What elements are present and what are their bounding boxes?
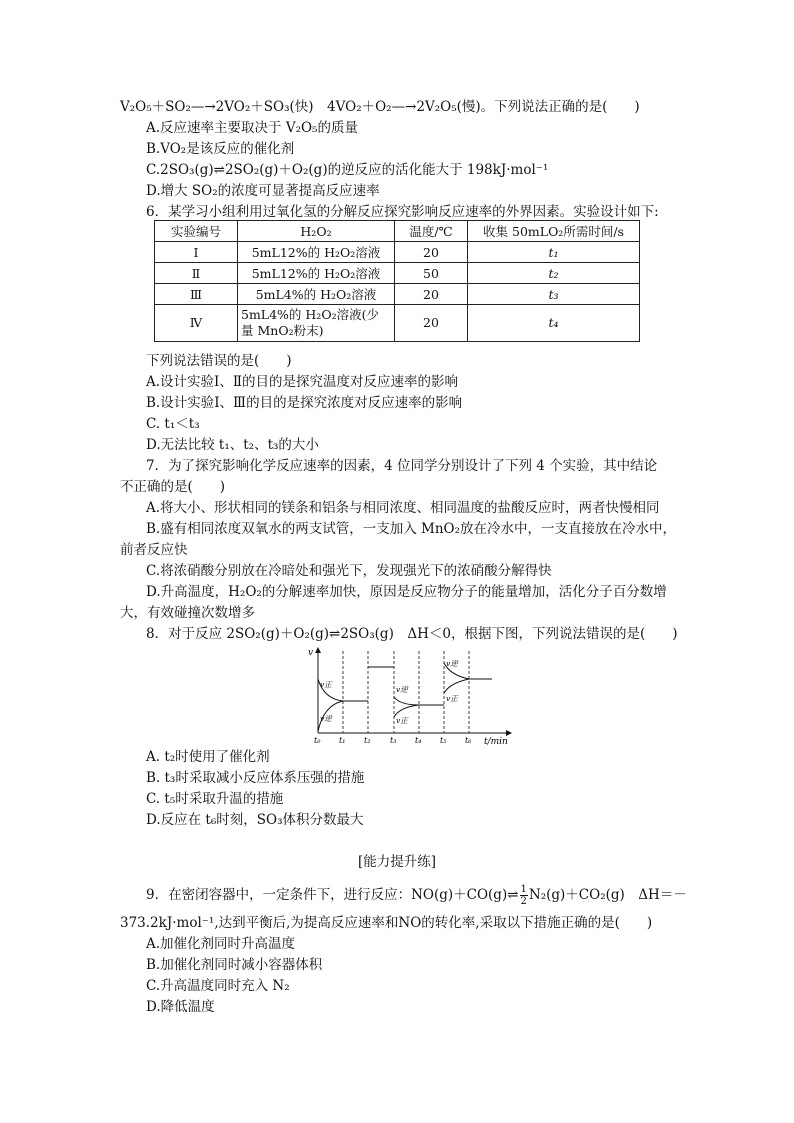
q8-option-a: A. t₂时使用了催化剂	[146, 749, 270, 765]
y-axis-arrow	[315, 647, 321, 653]
x-axis-arrow	[506, 730, 512, 736]
tick-label: t₂	[364, 736, 371, 745]
curve-label: v正	[446, 694, 458, 703]
q8-rate-time-graph	[300, 645, 522, 745]
curve-label: v逆	[396, 685, 408, 694]
table-row	[155, 242, 640, 263]
q6-stem: 6．某学习小组利用过氧化氢的分解反应探究影响反应速率的外界因素。实验设计如下:	[146, 204, 659, 220]
curve-label: v正	[320, 680, 332, 689]
table-header: 实验编号	[155, 221, 238, 242]
q7-option-b-line1: B.盛有相同浓度双氧水的两支试管，一支加入 MnO₂放在冷水中，一支直接放在冷水中，	[146, 521, 676, 537]
q8-option-b: B. t₃时采取减小反应体系压强的措施	[146, 770, 365, 786]
q5-option-d: D.增大 SO₂的浓度可显著提高反应速率	[146, 183, 380, 199]
curve-label: v逆	[320, 714, 332, 723]
q6-option-c: C. t₁＜t₃	[146, 416, 200, 432]
curve-v-reverse-t3	[394, 697, 419, 705]
q5-option-b: B.VO₂是该反应的催化剂	[146, 141, 295, 157]
table-cell: 5mL4%的 H₂O₂溶液(少量 MnO₂粉末)	[238, 305, 395, 342]
y-axis-label: v	[308, 648, 314, 658]
q7-stem-line1: 7．为了探究影响化学反应速率的因素，4 位同学分别设计了下列 4 个实验，其中结论	[146, 458, 658, 474]
q8-option-d: D.反应在 t₆时刻，SO₃体积分数最大	[146, 812, 364, 828]
table-header: 收集 50mLO₂所需时间/s	[468, 221, 640, 242]
table-cell: Ⅰ	[155, 242, 238, 263]
q6-option-d: D.无法比较 t₁、t₂、t₃的大小	[146, 437, 319, 453]
table-cell: 5mL4%的 H₂O₂溶液	[238, 284, 395, 305]
q6-question: 下列说法错误的是( )	[146, 353, 292, 369]
table-cell: 20	[395, 284, 468, 305]
table-cell: 5mL12%的 H₂O₂溶液	[238, 242, 395, 263]
table-header: H₂O₂	[238, 221, 395, 242]
tick-label: t₄	[415, 736, 422, 745]
table-cell: 20	[395, 242, 468, 263]
q5-option-a: A.反应速率主要取决于 V₂O₅的质量	[146, 120, 358, 136]
tick-label: t₅	[440, 736, 447, 745]
table-cell: Ⅲ	[155, 284, 238, 305]
q8-option-c: C. t₅时采取升温的措施	[146, 791, 284, 807]
x-axis-label: t/min	[484, 737, 508, 745]
tick-label: t₆	[465, 736, 472, 745]
table-header: 温度/℃	[395, 221, 468, 242]
q7-option-d-line1: D.升高温度，H₂O₂的分解速率加快，原因是反应物分子的能量增加，活化分子百分数增	[146, 584, 667, 600]
curve-v-forward-t5	[444, 679, 469, 693]
q9-stem-line1	[146, 884, 687, 907]
q5-option-c: C.2SO₃(g)⇌2SO₂(g)＋O₂(g)的逆反应的活化能大于 198kJ·mol⁻¹	[146, 162, 549, 178]
tick-label: t₀	[314, 736, 321, 745]
table-cell: t₂	[468, 263, 640, 284]
q7-option-b-line2: 前者反应快	[120, 542, 188, 558]
q6-option-b: B.设计实验Ⅰ、Ⅲ的目的是探究浓度对反应速率的影响	[146, 395, 463, 411]
q7-stem-line2: 不正确的是( )	[120, 479, 226, 495]
table-cell: t₁	[468, 242, 640, 263]
table-cell: t₄	[468, 305, 640, 342]
q9-stem-pre: 9．在密闭容器中，一定条件下，进行反应：NO(g)＋CO(g)⇌	[146, 887, 519, 903]
table-cell: 5mL12%的 H₂O₂溶液	[238, 263, 395, 284]
q9-option-a: A.加催化剂同时升高温度	[146, 936, 296, 952]
q7-option-a: A.将大小、形状相同的镁条和铝条与相同浓度、相同温度的盐酸反应时，两者快慢相同	[146, 500, 660, 516]
q9-stem-line2: 373.2kJ·mol⁻¹,达到平衡后,为提高反应速率和NO的转化率,采取以下措施正确的是( )	[120, 915, 653, 931]
q9-stem-post: N₂(g)＋CO₂(g) ΔH＝－	[528, 887, 687, 903]
curve-label: v逆	[446, 659, 458, 668]
curve-label: v正	[396, 716, 408, 725]
q8-stem: 8．对于反应 2SO₂(g)＋O₂(g)⇌2SO₃(g) ΔH＜0，根据下图，下列说法错误的是( )	[146, 626, 678, 642]
q9-option-b: B.加催化剂同时减小容器体积	[146, 957, 323, 973]
table-cell: Ⅳ	[155, 305, 238, 342]
fraction-numerator: 1	[520, 884, 527, 895]
table-row	[155, 284, 640, 305]
tick-label: t₃	[390, 736, 397, 745]
q6-experiment-table	[154, 220, 640, 342]
q9-option-d: D.降低温度	[146, 999, 215, 1015]
q9-option-c: C.升高温度同时充入 N₂	[146, 978, 290, 994]
table-cell: t₃	[468, 284, 640, 305]
q7-option-c: C.将浓硝酸分别放在冷暗处和强光下，发现强光下的浓硝酸分解得快	[146, 563, 552, 579]
table-row	[155, 263, 640, 284]
table-header-row	[155, 221, 640, 242]
table-cell: 50	[395, 263, 468, 284]
table-row	[155, 305, 640, 342]
q9-fraction	[520, 884, 528, 907]
q7-option-d-line2: 大，有效碰撞次数增多	[120, 605, 255, 621]
table-cell: 20	[395, 305, 468, 342]
tick-label: t₁	[339, 736, 346, 745]
fraction-denominator: 2	[520, 896, 527, 907]
table-cell: Ⅱ	[155, 263, 238, 284]
section-title: [能力提升练]	[357, 854, 437, 870]
q5-line1: V₂O₅＋SO₂—→2VO₂＋SO₃(快) 4VO₂＋O₂—→2V₂O₅(慢)。下列说法正确的是( )	[120, 99, 640, 115]
q6-option-a: A.设计实验Ⅰ、Ⅱ的目的是探究温度对反应速率的影响	[146, 374, 459, 390]
